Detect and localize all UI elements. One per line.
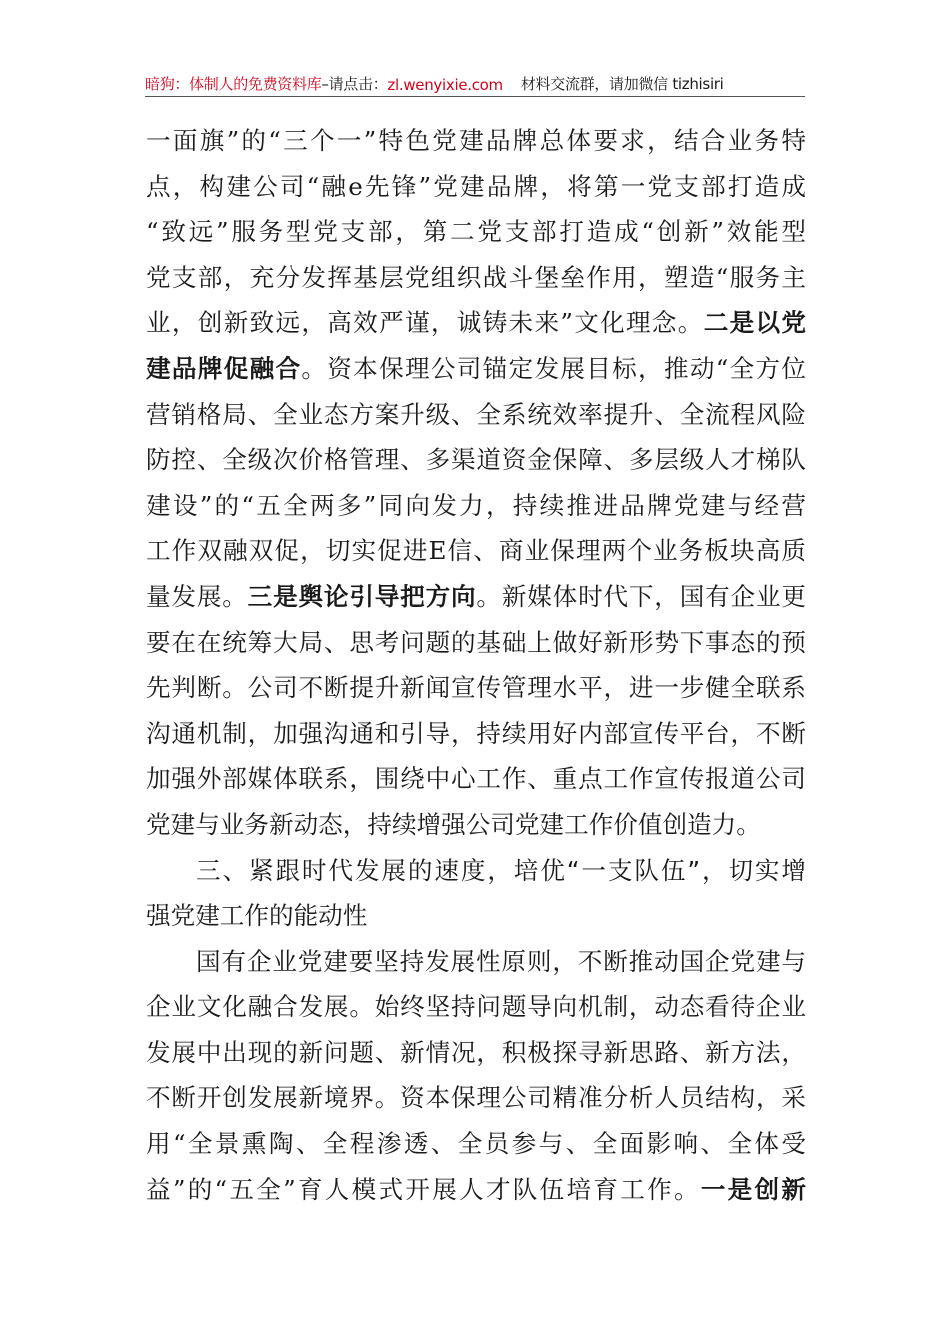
text-line: 建设”的“五全两多”同向发力，持续推进品牌党建与经营 bbox=[146, 490, 806, 520]
page-header bbox=[145, 68, 805, 94]
bold-point-label: 一是创新 bbox=[700, 1174, 806, 1204]
text-line: 先判断。公司不断提升新闻宣传管理水平，进一步健全联系 bbox=[146, 673, 806, 703]
text-line bbox=[146, 300, 806, 346]
header-site-label: 暗狗：体制人的免费资料库 bbox=[145, 75, 322, 93]
text-line: 营销格局、全业态方案升级、全系统效率提升、全流程风险 bbox=[146, 399, 806, 429]
document-body bbox=[146, 118, 806, 1212]
text-line bbox=[146, 346, 806, 392]
text-run: 。新媒体时代下，国有企业更 bbox=[476, 581, 806, 611]
header-link-url[interactable]: zl.wenyixie.com bbox=[387, 76, 503, 94]
text-line: 要在在统筹大局、思考问题的基础上做好新形势下事态的预 bbox=[146, 627, 806, 657]
text-line: 防控、全级次价格管理、多渠道资金保障、多层级人才梯队 bbox=[146, 445, 806, 475]
text-run: 。资本保理公司锚定发展目标，推动“全方位 bbox=[301, 353, 806, 383]
section-heading: 三、紧跟时代发展的速度，培优“一支队伍”，切实增 bbox=[196, 855, 806, 885]
text-line: 一面旗”的“三个一”特色党建品牌总体要求，结合业务特 bbox=[146, 126, 806, 155]
text-line bbox=[146, 574, 806, 620]
text-line: 党支部，充分发挥基层党组织战斗堡垒作用，塑造“服务主 bbox=[146, 262, 806, 292]
text-run: 量发展。 bbox=[146, 581, 248, 611]
text-line: 企业文化融合发展。始终坚持问题导向机制，动态看待企业 bbox=[146, 992, 806, 1022]
header-divider bbox=[145, 96, 805, 97]
text-line: 点，构建公司“融e先锋”党建品牌，将第一党支部打造成 bbox=[146, 171, 806, 201]
text-line: 发展中出现的新问题、新情况，积极探寻新思路、新方法， bbox=[146, 1037, 806, 1067]
bold-point-label: 二是以党 bbox=[703, 308, 806, 338]
bold-point-label: 三是舆论引导把方向 bbox=[247, 581, 477, 611]
section-heading: 强党建工作的能动性 bbox=[146, 901, 368, 931]
text-line: 用“全景熏陶、全程渗透、全员参与、全面影响、全体受 bbox=[146, 1129, 806, 1159]
text-run: 业，创新致远，高效严谨，诚铸未来”文化理念。 bbox=[146, 308, 704, 338]
text-line: 党建与业务新动态，持续增强公司党建工作价值创造力。 bbox=[146, 809, 761, 839]
bold-point-label: 建品牌促融合 bbox=[146, 353, 302, 383]
text-line: 沟通机制，加强沟通和引导，持续用好内部宣传平台，不断 bbox=[146, 718, 806, 748]
header-link-prompt: –请点击： bbox=[321, 75, 388, 93]
text-line: 国有企业党建要坚持发展性原则，不断推动国企党建与 bbox=[196, 946, 806, 976]
text-line: “致远”服务型党支部，第二党支部打造成“创新”效能型 bbox=[146, 217, 806, 247]
text-line: 不断开创发展新境界。资本保理公司精准分析人员结构，采 bbox=[146, 1083, 806, 1113]
text-line: 工作双融双促，切实促进E信、商业保理两个业务板块高质 bbox=[146, 536, 806, 566]
text-run: 益”的“五全”育人模式开展人才队伍培育工作。 bbox=[146, 1174, 701, 1204]
text-line: 加强外部媒体联系，围绕中心工作、重点工作宣传报道公司 bbox=[146, 764, 806, 794]
header-contact: 材料交流群，请加微信 tizhisiri bbox=[520, 75, 724, 93]
text-line bbox=[146, 1167, 806, 1213]
